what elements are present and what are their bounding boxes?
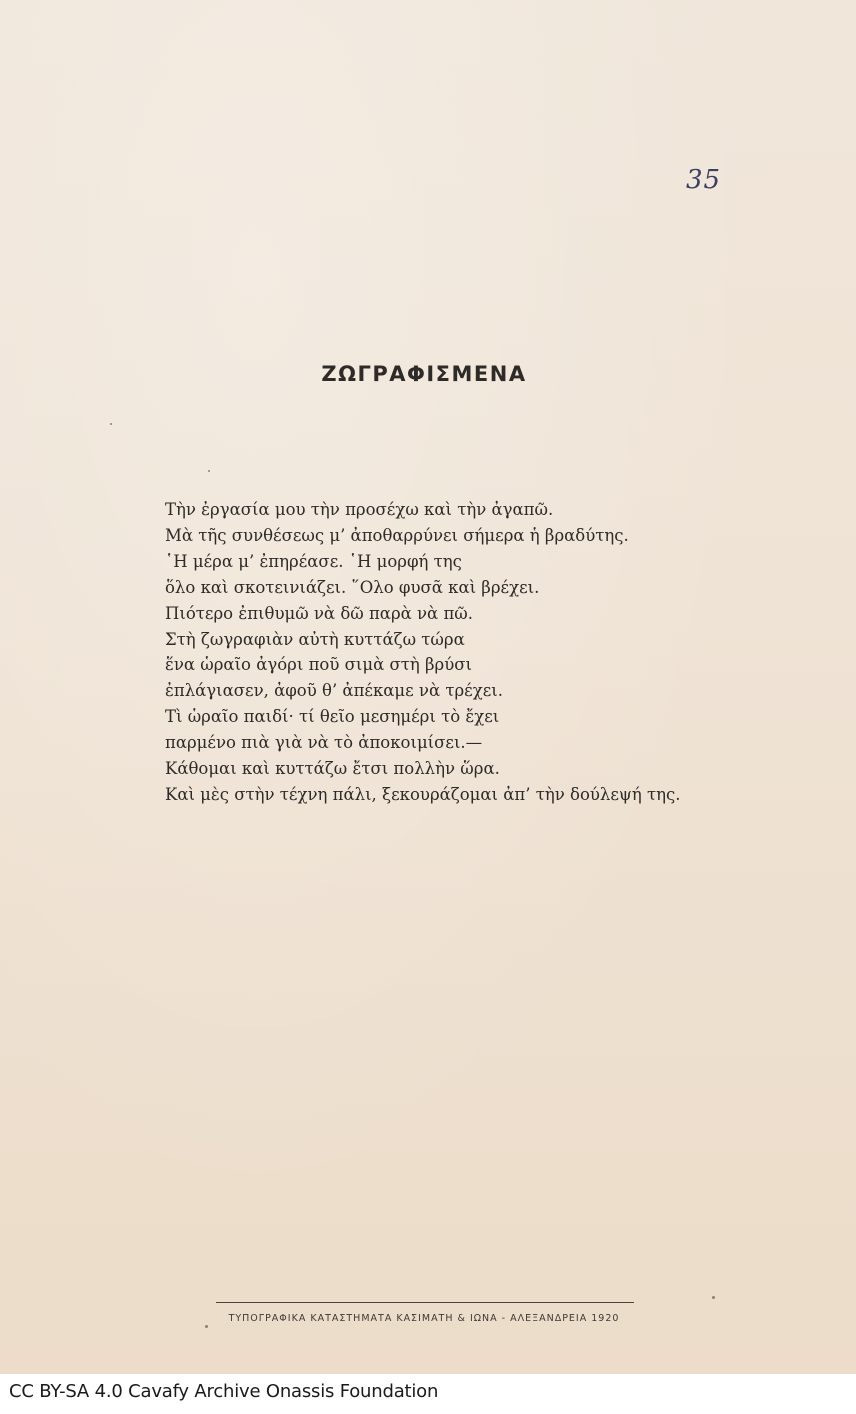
paper-speck <box>205 1325 208 1328</box>
poem-line: Τὴν ἐργασία μου τὴν προσέχω καὶ τὴν ἀγαπῶ. <box>165 500 554 519</box>
poem-body <box>165 497 765 808</box>
poem-line: ῾Η μέρα μ’ ἐπηρέασε. ῾Η μορφή της <box>165 551 462 571</box>
archive-credit: CC BY-SA 4.0 Cavafy Archive Onassis Foundation <box>9 1381 439 1402</box>
poem-line: Καὶ μὲς στὴν τέχνη πάλι, ξεκουράζομαι ἀπ’ τὴν δούλεψή της. <box>165 784 681 804</box>
paper-speck <box>110 423 112 425</box>
poem-line: Τὶ ὡραῖο παιδί· τί θεῖο μεσημέρι τὸ ἔχει <box>165 707 500 727</box>
poem-line: Στὴ ζωγραφιὰν αὐτὴ κυττάζω τώρα <box>165 629 465 649</box>
printer-imprint: ΤΥΠΟΓΡΑΦΙΚΑ ΚΑΤΑΣΤΗΜΑΤΑ ΚΑΣΙΜΑΤΗ & ΙΩΝΑ - ΑΛΕΞΑΝΔΡΕΙΑ 1920 <box>228 1313 620 1324</box>
paper-speck <box>712 1296 715 1299</box>
footer-rule <box>216 1302 634 1303</box>
poem-line: παρμένο πιὰ γιὰ νὰ τὸ ἀποκοιμίσει.— <box>165 733 483 753</box>
poem-title: ΖΩΓΡΑΦΙΣΜΕΝΑ <box>321 362 527 386</box>
poem-line: Πιότερο ἐπιθυμῶ νὰ δῶ παρὰ νὰ πῶ. <box>165 603 473 623</box>
poem-line: ἕνα ὡραῖο ἀγόρι ποῦ σιμὰ στὴ βρύσι <box>165 655 472 675</box>
poem-line: ὅλο καὶ σκοτεινιάζει. ῞Ολο φυσᾶ καὶ βρέχει. <box>165 577 540 597</box>
paper-speck <box>208 470 210 472</box>
handwritten-page-number: 35 <box>686 165 722 195</box>
poem-line: Κάθομαι καὶ κυττάζω ἔτσι πολλὴν ὥρα. <box>165 759 500 779</box>
poem-line: ἐπλάγιασεν, ἀφοῦ θ’ ἀπέκαμε νὰ τρέχει. <box>165 681 503 701</box>
poem-line: Μὰ τῆς συνθέσεως μ’ ἀποθαρρύνει σήμερα ἡ βραδύτης. <box>165 525 629 545</box>
